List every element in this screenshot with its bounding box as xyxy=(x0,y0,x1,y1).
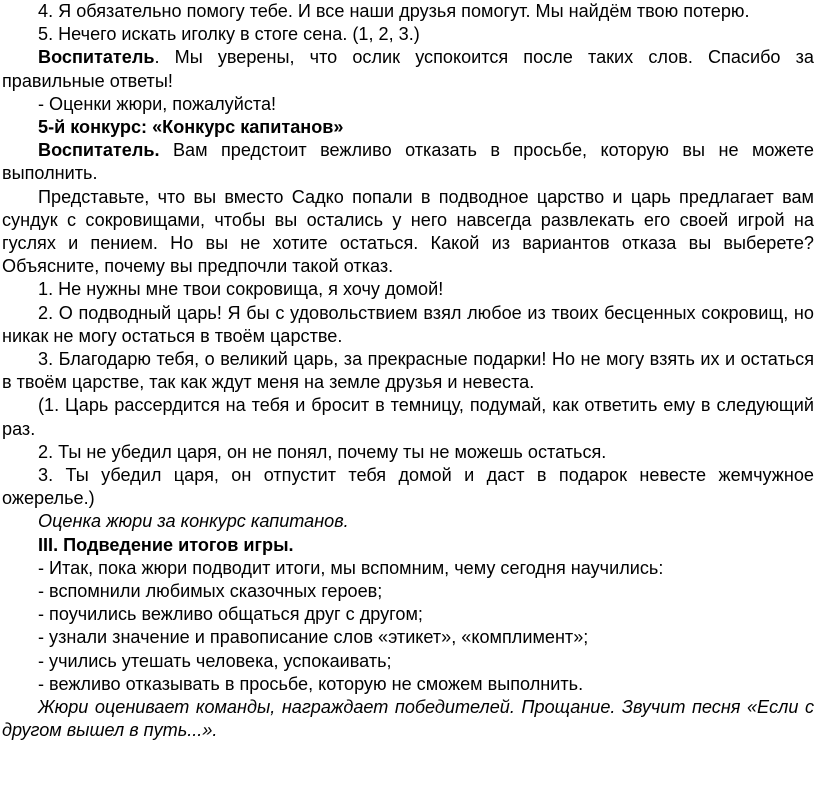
speaker-text: Вам предстоит вежливо отказать в просьбе, которую вы не можете выполнить. xyxy=(2,140,814,184)
paragraph-sadko: Представьте, что вы вместо Садко попали в подводное царство и царь предлагает вам сундук с сокровищами, чтобы вы остались у него навсегда развлекать его своей игрой на гуслях и пением. Но вы не хотите остаться. Какой из вариантов отказа вы выберете? Объясните, почему вы предпочли такой отказ. xyxy=(2,186,814,277)
paragraph-teacher-thanks xyxy=(2,46,814,92)
speaker-label: Воспитатель xyxy=(38,47,155,68)
paragraph-promise: 4. Я обязательно помогу тебе. И все наши друзья помогут. Мы найдём твою потерю. xyxy=(38,1,750,21)
speaker-label: Воспитатель. xyxy=(38,140,160,161)
summary-intro: - Итак, пока жюри подводит итоги, мы вспомним, чему сегодня научились: xyxy=(38,557,664,578)
option-1: 1. Не нужны мне твои сокровища, я хочу домой! xyxy=(38,279,444,300)
outcome-3: 3. Ты убедил царя, он отпустит тебя домой и даст в подарок невесте жемчужное ожерелье.) xyxy=(2,465,814,509)
summary-item: - поучились вежливо общаться друг с другом; xyxy=(38,604,423,625)
jury-captains-note: Оценка жюри за конкурс капитанов. xyxy=(38,511,349,532)
option-3: 3. Благодарю тебя, о великий царь, за прекрасные подарки! Но не могу взять их и остаться в твоём царстве, так как ждут меня на земле друзья и невеста. xyxy=(2,349,814,393)
section-heading-summary: III. Подведение итогов игры. xyxy=(38,534,294,555)
summary-item: - вежливо отказывать в просьбе, которую не сможем выполнить. xyxy=(38,673,584,694)
section-heading-captains: 5-й конкурс: «Конкурс капитанов» xyxy=(38,117,344,138)
summary-item: - вспомнили любимых сказочных героев; xyxy=(38,581,383,602)
closing-note: Жюри оценивает команды, награждает победителей. Прощание. Звучит песня «Если с другом вышел в путь...». xyxy=(2,697,814,741)
paragraph-needle: 5. Нечего искать иголку в стоге сена. (1, 2, 3.) xyxy=(38,24,420,45)
paragraph-teacher-task xyxy=(2,139,814,185)
summary-item: - учились утешать человека, успокаивать; xyxy=(38,650,392,671)
outcome-1: (1. Царь рассердится на тебя и бросит в темницу, подумай, как ответить ему в следующий раз. xyxy=(2,395,814,439)
speaker-text: . Мы уверены, что ослик успокоится после таких слов. Спасибо за правильные ответы! xyxy=(2,47,814,91)
paragraph-jury-scores: - Оценки жюри, пожалуйста! xyxy=(38,93,277,114)
summary-item: - узнали значение и правописание слов «этикет», «комплимент»; xyxy=(38,627,589,648)
outcome-2: 2. Ты не убедил царя, он не понял, почему ты не можешь остаться. xyxy=(38,441,607,462)
option-2: 2. О подводный царь! Я бы с удовольствием взял любое из твоих бесценных сокровищ, но никак не могу остаться в твоём царстве. xyxy=(2,302,814,346)
